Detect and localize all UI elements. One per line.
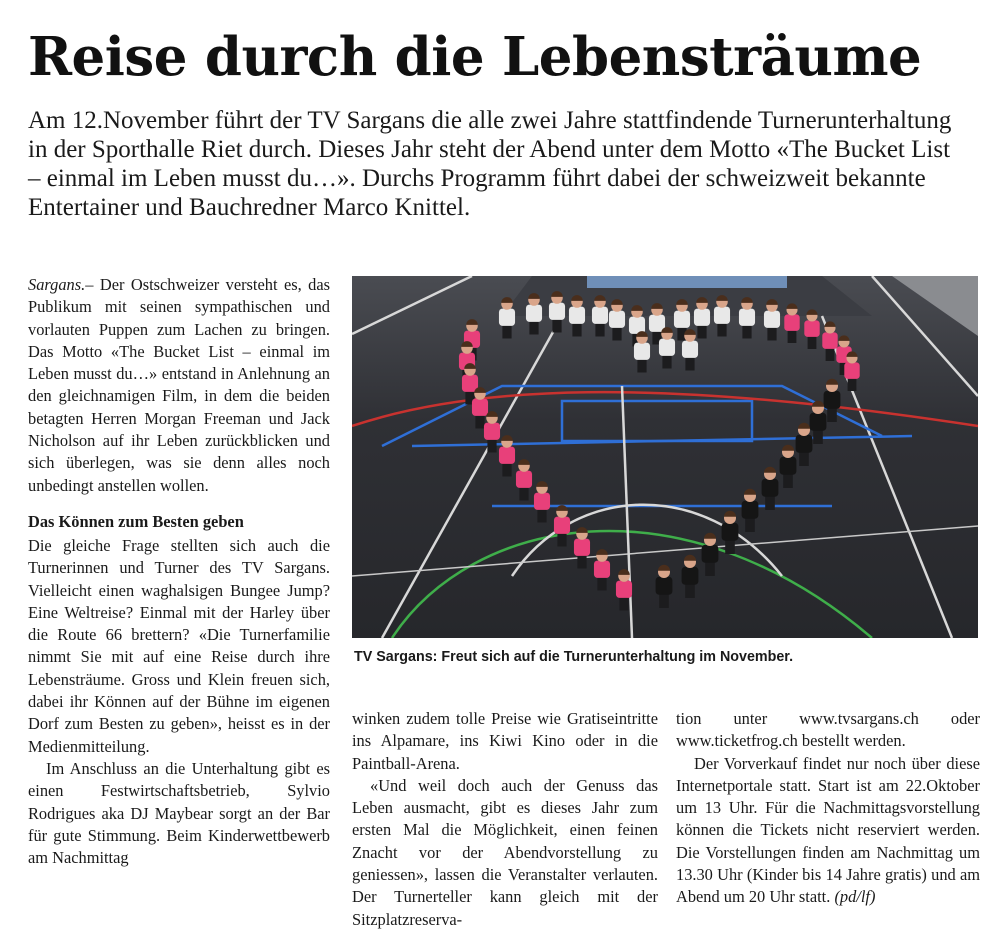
paragraph-4-continued: tion unter www.tvsargans.ch oder www.ticketfrog.ch bestellt werden. bbox=[676, 709, 980, 751]
subheading: Das Können zum Besten geben bbox=[28, 511, 244, 531]
article-column-1 bbox=[28, 274, 330, 869]
blue-banner bbox=[587, 276, 787, 288]
signature: (pd/lf) bbox=[834, 887, 876, 907]
team-photo-illustration bbox=[352, 276, 978, 638]
intro-text: – Der Ostschweizer versteht es, das Publikum mit seinen sympathischen und vorlauten Puppen zum Lachen zu bringen. Das Motto «The Bucket List – einmal im Leben musst du…» entstand in Anlehnung an den gleichnamigen Film, in dem die beiden betagten Herren Morgan Freeman und Jack Nicholson auf ihr Leben zurückblicken und sich überlegen, was sie denn alles noch unbedingt anstellen wollen. bbox=[28, 275, 330, 495]
dateline: Sargans. bbox=[28, 275, 86, 294]
article-column-3 bbox=[676, 708, 980, 909]
team-photo bbox=[352, 276, 978, 638]
paragraph-3: Im Anschluss an die Unterhaltung gibt es einen Festwirtschaftsbetrieb, Sylvio Rodrigues aka DJ Maybear sorgt an der Bar für gute Stimmung. Beim Kinderwettbewerb am Nachmittag bbox=[28, 758, 330, 868]
paragraph-5-text: Der Vorverkauf findet nur noch über diese Internetportale statt. Start ist am 22.Oktober um 13 Uhr. Für die Nachmittagsvorstellung können die Tickets nicht reserviert werden. Die Vorstellungen finden am Nachmittag um 13.30 Uhr (Kinder bis 14 Jahre gratis) und am Abend um 20 Uhr statt. bbox=[676, 753, 980, 907]
paragraph-4: «Und weil doch auch der Genuss das Leben ausmacht, gibt es dieses Jahr zum ersten Mal die Möglichkeit, einen feinen Znacht vor der Abendvorstellung zu geniessen», lassen die Veranstalter verlauten. Der Turnerteller kann gleich mit der Sitzplatzreserva- bbox=[352, 775, 658, 929]
paragraph-3-continued: winken zudem tolle Preise wie Gratiseintritte ins Alpamare, ins Kiwi Kino oder in die Paintball-Arena. bbox=[352, 709, 658, 773]
article-column-2 bbox=[352, 708, 658, 931]
headline: Reise durch die Lebensträume bbox=[28, 26, 922, 88]
paragraph-2: Die gleiche Frage stellten sich auch die Turnerinnen und Turner des TV Sargans. Vielleicht einen waghalsigen Bungee Jump? Eine Weltreise? Einmal mit der Harley über die Route 66 brettern? «Die Turnerfamilie nimmt Sie mit auf eine Reise durch ihre Lebensträume. Gross und Klein freuen sich, dabei ihr Können auf der Bühne im eigenen Dorf zum Besten zu geben», heisst es in der Medienmitteilung. bbox=[28, 535, 330, 756]
intro-paragraph bbox=[28, 274, 330, 497]
photo-caption: TV Sargans: Freut sich auf die Turnerunterhaltung im November. bbox=[354, 649, 794, 665]
lead-paragraph: Am 12.November führt der TV Sargans die alle zwei Jahre stattfindende Turnerunterhaltung in der Sporthalle Riet durch. Dieses Jahr steht der Abend unter dem Motto «The Bucket List – einmal im Leben musst du…». Durchs Programm führt dabei der schweizweit bekannte Entertainer und Bauchredner Marco Knittel. bbox=[28, 107, 952, 221]
paragraph-5 bbox=[676, 753, 980, 909]
